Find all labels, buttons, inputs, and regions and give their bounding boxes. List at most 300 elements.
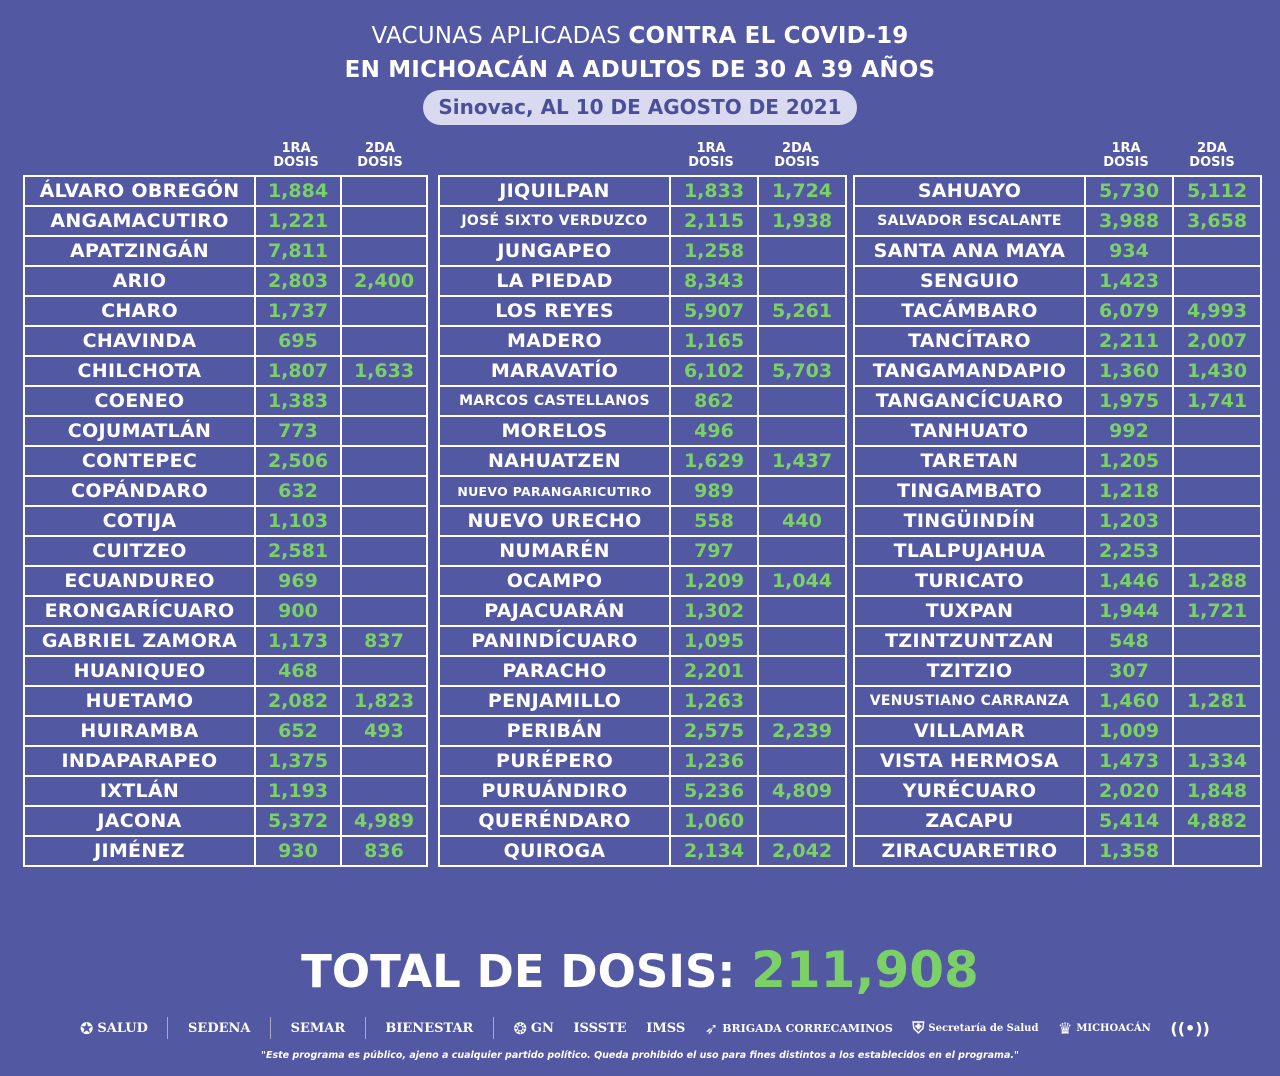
dose1-value: 1,205 <box>1085 446 1173 476</box>
dose1-value: 1,975 <box>1085 386 1173 416</box>
table-row <box>854 446 1261 476</box>
dose1-value: 2,575 <box>670 716 758 746</box>
dose2-value: 2,007 <box>1173 326 1261 356</box>
municipality-name: TZINTZUNTZAN <box>854 626 1085 656</box>
municipality-name: MADERO <box>439 326 670 356</box>
dose1-value: 1,193 <box>255 776 341 806</box>
table-row <box>24 386 427 416</box>
dose2-value: 1,633 <box>341 356 427 386</box>
dose2-value: 1,430 <box>1173 356 1261 386</box>
municipality-name: ÁLVARO OBREGÓN <box>24 176 255 206</box>
dose1-value: 862 <box>670 386 758 416</box>
municipality-name: LOS REYES <box>439 296 670 326</box>
header-dose1 <box>254 142 338 170</box>
dose2-value <box>758 596 846 626</box>
header-dose2-label: 2DA DOSIS <box>357 141 403 170</box>
dose2-value: 1,938 <box>758 206 846 236</box>
dose1-value: 1,095 <box>670 626 758 656</box>
dose1-value: 632 <box>255 476 341 506</box>
municipality-name: JOSÉ SIXTO VERDUZCO <box>439 206 670 236</box>
dose2-value <box>1173 266 1261 296</box>
municipality-name: APATZINGÁN <box>24 236 255 266</box>
header-dose2-label: 2DA DOSIS <box>774 141 820 170</box>
table-row <box>24 416 427 446</box>
municipality-name: PARACHO <box>439 656 670 686</box>
dose1-value: 652 <box>255 716 341 746</box>
table-row <box>24 236 427 266</box>
dose2-value <box>341 326 427 356</box>
municipality-name: COENEO <box>24 386 255 416</box>
table-row <box>439 266 846 296</box>
table-row <box>24 476 427 506</box>
table-row <box>439 776 846 806</box>
table-row <box>854 836 1261 866</box>
table-row <box>24 266 427 296</box>
table-row <box>439 806 846 836</box>
dose2-value: 1,724 <box>758 176 846 206</box>
dose1-value: 2,211 <box>1085 326 1173 356</box>
municipality-name: ANGAMACUTIRO <box>24 206 255 236</box>
dose2-value <box>341 506 427 536</box>
dose1-value: 1,884 <box>255 176 341 206</box>
dose1-value: 8,343 <box>670 266 758 296</box>
municipality-name: NAHUATZEN <box>439 446 670 476</box>
table-row <box>854 686 1261 716</box>
dose1-value: 5,414 <box>1085 806 1173 836</box>
dose2-value: 4,809 <box>758 776 846 806</box>
header-dose1 <box>668 142 754 170</box>
municipality-name: ERONGARÍCUARO <box>24 596 255 626</box>
total-label: TOTAL DE DOSIS: <box>301 945 752 998</box>
dose1-value: 1,221 <box>255 206 341 236</box>
dose2-value: 1,288 <box>1173 566 1261 596</box>
municipality-name: VILLAMAR <box>854 716 1085 746</box>
municipality-name: YURÉCUARO <box>854 776 1085 806</box>
municipality-name: CHILCHOTA <box>24 356 255 386</box>
table-row <box>439 326 846 356</box>
municipality-name: MORELOS <box>439 416 670 446</box>
header-dose1-label: 1RA DOSIS <box>688 141 734 170</box>
municipality-name: QUERÉNDARO <box>439 806 670 836</box>
municipality-name: ZIRACUARETIRO <box>854 836 1085 866</box>
dose1-value: 1,446 <box>1085 566 1173 596</box>
municipality-name: VENUSTIANO CARRANZA <box>854 686 1085 716</box>
dose1-value: 1,203 <box>1085 506 1173 536</box>
dose1-value: 695 <box>255 326 341 356</box>
dose2-value: 1,721 <box>1173 596 1261 626</box>
table-row <box>854 596 1261 626</box>
disclaimer: "Este programa es público, ajeno a cualquier partido político. Queda prohibido el uso para fines distintos a los establecidos en el programa." <box>261 1050 1019 1061</box>
dose2-value <box>758 686 846 716</box>
dose2-value: 2,400 <box>341 266 427 296</box>
municipality-table-1 <box>23 175 428 867</box>
issste-logo-text: ISSSTE <box>573 1020 627 1036</box>
table-row <box>439 296 846 326</box>
dose1-value: 930 <box>255 836 341 866</box>
dose2-value <box>758 266 846 296</box>
dose2-value: 4,993 <box>1173 296 1261 326</box>
municipality-name: CUITZEO <box>24 536 255 566</box>
municipality-name: ECUANDUREO <box>24 566 255 596</box>
municipality-name: JIQUILPAN <box>439 176 670 206</box>
subtitle-pill: Sinovac, AL 10 DE AGOSTO DE 2021 <box>423 90 857 125</box>
divider <box>365 1017 366 1039</box>
dose2-value <box>1173 476 1261 506</box>
table-row <box>439 206 846 236</box>
municipality-name: PANINDÍCUARO <box>439 626 670 656</box>
header-dose2 <box>1169 142 1255 170</box>
eagle-badge-icon: ❂ <box>513 1018 527 1038</box>
municipality-name: COJUMATLÁN <box>24 416 255 446</box>
municipality-name: HUETAMO <box>24 686 255 716</box>
divider <box>270 1017 271 1039</box>
dose1-value: 1,423 <box>1085 266 1173 296</box>
dose2-value <box>341 596 427 626</box>
dose2-value: 1,741 <box>1173 386 1261 416</box>
table-row <box>854 746 1261 776</box>
dose2-value <box>1173 626 1261 656</box>
municipality-name: TANCÍTARO <box>854 326 1085 356</box>
municipality-name: TANHUATO <box>854 416 1085 446</box>
municipality-name: CHARO <box>24 296 255 326</box>
dose1-value: 1,236 <box>670 746 758 776</box>
municipality-name: NUMARÉN <box>439 536 670 566</box>
dose1-value: 989 <box>670 476 758 506</box>
imss-logo <box>646 1021 685 1036</box>
municipality-name: GABRIEL ZAMORA <box>24 626 255 656</box>
salud-logo-text: SALUD <box>97 1020 148 1036</box>
municipality-name: TANGAMANDAPIO <box>854 356 1085 386</box>
dose1-value: 1,103 <box>255 506 341 536</box>
dose2-value <box>1173 236 1261 266</box>
bienestar-logo: BIENESTAR <box>385 1020 474 1036</box>
table-row <box>854 626 1261 656</box>
dose1-value: 1,173 <box>255 626 341 656</box>
dose2-value: 440 <box>758 506 846 536</box>
crown-icon: ♛ <box>1058 1018 1073 1038</box>
municipality-name: JUNGAPEO <box>439 236 670 266</box>
dose1-value: 2,134 <box>670 836 758 866</box>
table-row <box>439 596 846 626</box>
table-row <box>854 806 1261 836</box>
municipality-name: TUXPAN <box>854 596 1085 626</box>
dose1-value: 2,115 <box>670 206 758 236</box>
table-row <box>854 566 1261 596</box>
table-row <box>24 566 427 596</box>
total-doses <box>0 940 1280 1002</box>
municipality-name: CONTEPEC <box>24 446 255 476</box>
dose1-value: 1,209 <box>670 566 758 596</box>
municipality-name: PERIBÁN <box>439 716 670 746</box>
dose1-value: 2,581 <box>255 536 341 566</box>
municipality-table-2 <box>438 175 847 867</box>
dose1-value: 5,730 <box>1085 176 1173 206</box>
table-row <box>854 206 1261 236</box>
radio-signal-logo <box>1170 1019 1209 1038</box>
table-row <box>24 836 427 866</box>
dose2-value: 1,281 <box>1173 686 1261 716</box>
header-dose2 <box>754 142 840 170</box>
dose1-value: 7,811 <box>255 236 341 266</box>
municipality-name: TURICATO <box>854 566 1085 596</box>
table-row <box>24 356 427 386</box>
dose2-value <box>341 776 427 806</box>
municipality-name: TINGAMBATO <box>854 476 1085 506</box>
table-row <box>854 236 1261 266</box>
municipality-name: SANTA ANA MAYA <box>854 236 1085 266</box>
dose2-value: 5,703 <box>758 356 846 386</box>
dose1-value: 992 <box>1085 416 1173 446</box>
municipality-name: SALVADOR ESCALANTE <box>854 206 1085 236</box>
shield-icon: ⛨ <box>912 1018 925 1037</box>
table-row <box>439 686 846 716</box>
municipality-name: COTIJA <box>24 506 255 536</box>
table-row <box>854 476 1261 506</box>
title-line-1-b: CONTRA EL COVID-19 <box>628 23 909 49</box>
dose2-value: 1,437 <box>758 446 846 476</box>
table-row <box>24 776 427 806</box>
municipality-name: PURÉPERO <box>439 746 670 776</box>
secretaria-salud-text: Secretaría de Salud <box>928 1022 1039 1034</box>
dose2-value <box>341 656 427 686</box>
dose2-value <box>341 476 427 506</box>
dose2-value <box>341 236 427 266</box>
dose1-value: 1,375 <box>255 746 341 776</box>
dose2-value <box>758 386 846 416</box>
municipality-name: ARIO <box>24 266 255 296</box>
dose2-value: 5,261 <box>758 296 846 326</box>
roadrunner-icon: ➶ <box>704 1018 719 1038</box>
table-row <box>24 446 427 476</box>
table-row <box>854 386 1261 416</box>
dose1-value: 934 <box>1085 236 1173 266</box>
dose1-value: 307 <box>1085 656 1173 686</box>
municipality-name: MARAVATÍO <box>439 356 670 386</box>
dose1-value: 6,079 <box>1085 296 1173 326</box>
dose2-value <box>1173 656 1261 686</box>
imss-logo-text: IMSS <box>646 1020 686 1036</box>
dose2-value <box>341 416 427 446</box>
table-row <box>854 416 1261 446</box>
table-row <box>24 296 427 326</box>
issste-logo <box>573 1021 626 1036</box>
dose1-value: 2,082 <box>255 686 341 716</box>
dose1-value: 1,473 <box>1085 746 1173 776</box>
dose2-value <box>1173 416 1261 446</box>
municipality-name: OCAMPO <box>439 566 670 596</box>
municipality-name: NUEVO URECHO <box>439 506 670 536</box>
dose2-value <box>758 626 846 656</box>
table-row <box>24 326 427 356</box>
dose2-value: 1,823 <box>341 686 427 716</box>
table-row <box>854 506 1261 536</box>
dose2-value <box>1173 716 1261 746</box>
table-row <box>24 176 427 206</box>
dose1-value: 2,201 <box>670 656 758 686</box>
dose1-value: 900 <box>255 596 341 626</box>
table-row <box>24 716 427 746</box>
dose1-value: 468 <box>255 656 341 686</box>
dose2-value <box>758 656 846 686</box>
municipality-name: TANGANCÍCUARO <box>854 386 1085 416</box>
dose1-value: 1,807 <box>255 356 341 386</box>
dose2-value <box>341 206 427 236</box>
table-row <box>24 626 427 656</box>
vaccine-table <box>438 175 847 867</box>
table-row <box>24 686 427 716</box>
municipality-name: NUEVO PARANGARICUTIRO <box>439 476 670 506</box>
municipality-name: TLALPUJAHUA <box>854 536 1085 566</box>
municipality-name: VISTA HERMOSA <box>854 746 1085 776</box>
table-row <box>854 776 1261 806</box>
dose1-value: 797 <box>670 536 758 566</box>
dose2-value: 2,239 <box>758 716 846 746</box>
table-row <box>439 716 846 746</box>
table-row <box>439 506 846 536</box>
dose2-value <box>758 416 846 446</box>
dose1-value: 5,372 <box>255 806 341 836</box>
table-row <box>439 446 846 476</box>
header-dose1-label: 1RA DOSIS <box>1103 141 1149 170</box>
dose2-value: 493 <box>341 716 427 746</box>
table-row <box>854 716 1261 746</box>
sedena-logo: SEDENA <box>188 1020 251 1036</box>
header-dose2 <box>338 142 422 170</box>
dose1-value: 2,506 <box>255 446 341 476</box>
title-line-1-a: VACUNAS APLICADAS <box>371 23 629 49</box>
michoacan-logo-text: MICHOACÁN <box>1076 1022 1151 1034</box>
dose2-value <box>758 236 846 266</box>
table-row <box>854 326 1261 356</box>
dose2-value <box>341 296 427 326</box>
table-row <box>24 596 427 626</box>
table-row <box>24 506 427 536</box>
table-row <box>439 656 846 686</box>
dose2-value <box>1173 446 1261 476</box>
dose1-value: 496 <box>670 416 758 446</box>
municipality-name: COPÁNDARO <box>24 476 255 506</box>
municipality-name: PURUÁNDIRO <box>439 776 670 806</box>
dose1-value: 548 <box>1085 626 1173 656</box>
table-row <box>439 566 846 596</box>
brigada-logo-text: BRIGADA CORRECAMINOS <box>722 1021 893 1035</box>
dose2-value <box>758 806 846 836</box>
municipality-name: IXTLÁN <box>24 776 255 806</box>
municipality-table-3 <box>853 175 1262 867</box>
dose2-value <box>341 536 427 566</box>
municipality-name: SAHUAYO <box>854 176 1085 206</box>
dose1-value: 969 <box>255 566 341 596</box>
municipality-name: HUIRAMBA <box>24 716 255 746</box>
municipality-name: ZACAPU <box>854 806 1085 836</box>
dose1-value: 1,737 <box>255 296 341 326</box>
table-row <box>439 536 846 566</box>
dose2-value: 4,989 <box>341 806 427 836</box>
brigada-logo <box>705 1019 893 1038</box>
dose2-value: 1,334 <box>1173 746 1261 776</box>
divider <box>493 1017 494 1039</box>
dose2-value: 1,848 <box>1173 776 1261 806</box>
dose2-value <box>758 746 846 776</box>
table-row <box>439 356 846 386</box>
vaccine-table <box>853 175 1262 867</box>
gn-logo-text: GN <box>530 1020 554 1036</box>
dose1-value: 2,253 <box>1085 536 1173 566</box>
municipality-name: PENJAMILLO <box>439 686 670 716</box>
table-row <box>24 746 427 776</box>
dose2-value: 5,112 <box>1173 176 1261 206</box>
dose1-value: 1,360 <box>1085 356 1173 386</box>
broadcast-icon: ((•)) <box>1170 1018 1210 1038</box>
table-row <box>24 206 427 236</box>
dose1-value: 2,803 <box>255 266 341 296</box>
divider <box>167 1017 168 1039</box>
header-dose1-label: 1RA DOSIS <box>273 141 319 170</box>
dose2-value: 836 <box>341 836 427 866</box>
dose2-value <box>758 476 846 506</box>
dose2-value: 4,882 <box>1173 806 1261 836</box>
dose2-value <box>341 446 427 476</box>
municipality-name: QUIROGA <box>439 836 670 866</box>
table-row <box>439 416 846 446</box>
logo-bar <box>80 1013 1210 1043</box>
dose1-value: 1,302 <box>670 596 758 626</box>
dose1-value: 5,236 <box>670 776 758 806</box>
table-row <box>439 476 846 506</box>
table-row <box>854 356 1261 386</box>
municipality-name: JACONA <box>24 806 255 836</box>
title-line-2: EN MICHOACÁN A ADULTOS DE 30 A 39 AÑOS <box>344 57 936 83</box>
dose2-value <box>758 326 846 356</box>
municipality-name: TINGÜINDÍN <box>854 506 1085 536</box>
municipality-name: TARETAN <box>854 446 1085 476</box>
dose1-value: 3,988 <box>1085 206 1173 236</box>
header-dose1 <box>1083 142 1169 170</box>
dose1-value: 1,060 <box>670 806 758 836</box>
dose2-value <box>341 566 427 596</box>
municipality-name: CHAVINDA <box>24 326 255 356</box>
dose1-value: 1,383 <box>255 386 341 416</box>
dose2-value <box>341 176 427 206</box>
municipality-name: PAJACUARÁN <box>439 596 670 626</box>
municipality-name: SENGUIO <box>854 266 1085 296</box>
table-row <box>439 236 846 266</box>
total-value: 211,908 <box>751 941 979 999</box>
dose1-value: 1,258 <box>670 236 758 266</box>
dose1-value: 1,009 <box>1085 716 1173 746</box>
dose1-value: 773 <box>255 416 341 446</box>
vaccine-table <box>23 175 428 867</box>
table-row <box>854 656 1261 686</box>
dose1-value: 1,358 <box>1085 836 1173 866</box>
municipality-name: LA PIEDAD <box>439 266 670 296</box>
table-row <box>854 266 1261 296</box>
dose1-value: 1,944 <box>1085 596 1173 626</box>
municipality-name: TACÁMBARO <box>854 296 1085 326</box>
dose2-value: 837 <box>341 626 427 656</box>
dose2-value <box>1173 506 1261 536</box>
gn-logo <box>513 1019 553 1038</box>
table-row <box>24 536 427 566</box>
dose1-value: 1,218 <box>1085 476 1173 506</box>
table-row <box>439 176 846 206</box>
table-row <box>854 176 1261 206</box>
table-row <box>24 656 427 686</box>
dose1-value: 1,165 <box>670 326 758 356</box>
table-row <box>439 626 846 656</box>
dose2-value <box>1173 536 1261 566</box>
table-row <box>439 746 846 776</box>
